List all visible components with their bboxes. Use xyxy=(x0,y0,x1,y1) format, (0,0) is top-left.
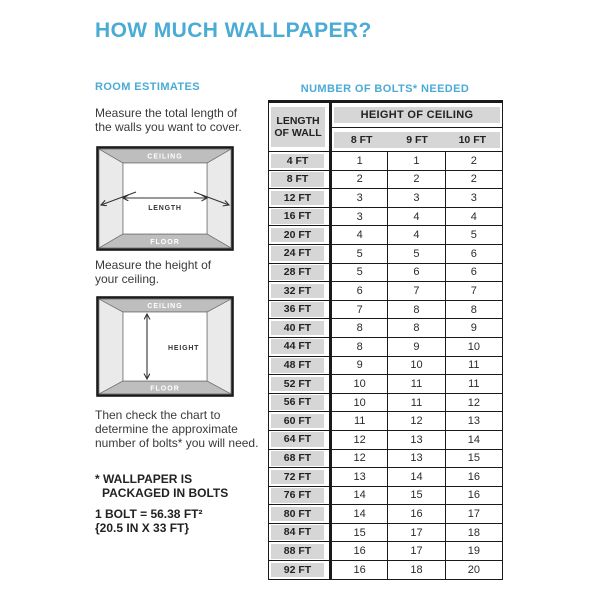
ceiling-height-subheaders xyxy=(334,132,500,148)
bolt-value: 3 xyxy=(331,207,388,226)
table-row xyxy=(269,486,503,505)
bolt-value: 14 xyxy=(445,430,502,449)
text-line: * WALLPAPER IS xyxy=(95,472,193,486)
table-row xyxy=(269,282,503,301)
wall-length-label: 72 FT xyxy=(271,470,324,485)
page-title: HOW MUCH WALLPAPER? xyxy=(95,19,372,42)
wall-length-label: 52 FT xyxy=(271,377,324,392)
bolt-value: 4 xyxy=(388,207,445,226)
bolt-value: 7 xyxy=(331,300,388,319)
bolt-value: 20 xyxy=(445,561,502,580)
bolt-value: 1 xyxy=(388,152,445,171)
text-line: the walls you want to cover. xyxy=(95,120,242,134)
bolt-value: 11 xyxy=(445,356,502,375)
bolt-value: 14 xyxy=(388,468,445,487)
bolt-value: 12 xyxy=(331,449,388,468)
bolt-value: 13 xyxy=(331,468,388,487)
bolt-value: 12 xyxy=(331,430,388,449)
bolt-value: 2 xyxy=(445,152,502,171)
bolt-value: 11 xyxy=(331,412,388,431)
bolt-value: 2 xyxy=(331,170,388,189)
bolt-value: 10 xyxy=(388,356,445,375)
bolt-value: 5 xyxy=(331,263,388,282)
table-row xyxy=(269,561,503,580)
bolt-value: 16 xyxy=(445,468,502,487)
bolt-value: 8 xyxy=(445,300,502,319)
bolts-table-heading: NUMBER OF BOLTS* NEEDED xyxy=(300,83,470,95)
bolt-value: 17 xyxy=(388,523,445,542)
bolt-value: 15 xyxy=(445,449,502,468)
bolt-value: 9 xyxy=(445,319,502,338)
table-header-row-1 xyxy=(269,102,503,128)
wall-length-label: 92 FT xyxy=(271,563,324,578)
table-row xyxy=(269,523,503,542)
wall-length-label: 28 FT xyxy=(271,265,324,280)
bolt-value: 2 xyxy=(445,170,502,189)
wall-length-label: 8 FT xyxy=(271,172,324,187)
bolts-footnote xyxy=(95,472,228,500)
bolt-value: 3 xyxy=(445,189,502,208)
bolt-value: 19 xyxy=(445,542,502,561)
table-row xyxy=(269,152,503,171)
length-of-wall-header xyxy=(271,107,325,147)
subheader-10ft: 10 FT xyxy=(458,133,487,146)
bolt-value: 9 xyxy=(388,337,445,356)
wall-length-label: 80 FT xyxy=(271,507,324,522)
bolt-value: 16 xyxy=(388,505,445,524)
bolt-value: 2 xyxy=(388,170,445,189)
text-line: OF WALL xyxy=(274,127,322,139)
wall-length-label: 44 FT xyxy=(271,339,324,354)
bolt-value: 6 xyxy=(445,263,502,282)
table-row xyxy=(269,226,503,245)
bolt-value: 14 xyxy=(331,486,388,505)
wall-length-label: 4 FT xyxy=(271,154,324,169)
room-estimates-heading: ROOM ESTIMATES xyxy=(95,81,201,93)
bolt-value: 5 xyxy=(388,244,445,263)
table-row xyxy=(269,189,503,208)
bolt-value: 18 xyxy=(388,561,445,580)
bolt-value: 5 xyxy=(445,226,502,245)
text-line: PACKAGED IN BOLTS xyxy=(102,486,229,500)
bolt-value: 11 xyxy=(388,393,445,412)
bolt-value: 4 xyxy=(331,226,388,245)
wall-length-label: 84 FT xyxy=(271,525,324,540)
text-line: 1 BOLT = 56.38 FT² xyxy=(95,507,203,521)
bolt-value: 5 xyxy=(331,244,388,263)
bolt-value: 6 xyxy=(331,282,388,301)
bolt-spec xyxy=(95,507,202,535)
bolt-value: 15 xyxy=(331,523,388,542)
ceiling-label: CEILING xyxy=(147,153,183,161)
table-row xyxy=(269,542,503,561)
bolt-value: 8 xyxy=(388,300,445,319)
wall-length-label: 76 FT xyxy=(271,488,324,503)
bolt-value: 11 xyxy=(388,375,445,394)
table-row xyxy=(269,319,503,338)
bolt-value: 8 xyxy=(331,337,388,356)
bolt-value: 17 xyxy=(445,505,502,524)
bolt-value: 4 xyxy=(388,226,445,245)
bolt-value: 16 xyxy=(331,542,388,561)
bolt-value: 13 xyxy=(445,412,502,431)
bolt-value: 10 xyxy=(331,393,388,412)
bolt-value: 6 xyxy=(445,244,502,263)
bolt-value: 8 xyxy=(388,319,445,338)
bolt-value: 1 xyxy=(331,152,388,171)
table-row xyxy=(269,468,503,487)
floor-label: FLOOR xyxy=(150,385,180,393)
bolt-value: 4 xyxy=(445,207,502,226)
bolt-value: 9 xyxy=(331,356,388,375)
bolt-value: 10 xyxy=(331,375,388,394)
wall-length-label: 36 FT xyxy=(271,302,324,317)
subheader-9ft: 9 FT xyxy=(406,133,428,146)
bolt-value: 7 xyxy=(388,282,445,301)
bolt-value: 7 xyxy=(445,282,502,301)
wall-length-label: 56 FT xyxy=(271,395,324,410)
bolt-value: 16 xyxy=(331,561,388,580)
bolt-value: 6 xyxy=(388,263,445,282)
step2-text xyxy=(95,258,211,286)
table-row xyxy=(269,393,503,412)
wall-length-label: 24 FT xyxy=(271,246,324,261)
bolt-value: 12 xyxy=(388,412,445,431)
bolt-value: 17 xyxy=(388,542,445,561)
table-row xyxy=(269,300,503,319)
bolt-value: 12 xyxy=(445,393,502,412)
bolt-value: 15 xyxy=(388,486,445,505)
wall-length-label: 16 FT xyxy=(271,209,324,224)
bolts-table-header xyxy=(269,102,503,152)
height-arrow-label: HEIGHT xyxy=(168,345,200,352)
bolt-value: 3 xyxy=(331,189,388,208)
text-line: Measure the height of xyxy=(95,258,212,272)
text-line: Measure the total length of xyxy=(95,106,238,120)
table-row xyxy=(269,505,503,524)
table-row xyxy=(269,207,503,226)
step3-text xyxy=(95,408,258,450)
wall-length-label: 32 FT xyxy=(271,284,324,299)
text-line: your ceiling. xyxy=(95,272,160,286)
wall-length-label: 48 FT xyxy=(271,358,324,373)
bolt-value: 8 xyxy=(331,319,388,338)
table-row xyxy=(269,412,503,431)
ceiling-label: CEILING xyxy=(147,303,183,310)
bolt-value: 10 xyxy=(445,337,502,356)
table-row xyxy=(269,244,503,263)
bolt-value: 16 xyxy=(445,486,502,505)
wall-length-label: 12 FT xyxy=(271,191,324,206)
table-row xyxy=(269,263,503,282)
bolt-value: 13 xyxy=(388,430,445,449)
length-arrow-label: LENGTH xyxy=(148,205,182,212)
table-row xyxy=(269,356,503,375)
text-line: {20.5 IN X 33 FT} xyxy=(95,521,190,535)
bolts-table xyxy=(268,100,503,580)
text-line: number of bolts* you will need. xyxy=(95,436,259,450)
height-diagram xyxy=(96,296,235,403)
left-wall-panel xyxy=(99,299,123,394)
table-row xyxy=(269,430,503,449)
wall-length-label: 68 FT xyxy=(271,451,324,466)
bolt-value: 18 xyxy=(445,523,502,542)
bolt-value: 11 xyxy=(445,375,502,394)
subheader-8ft: 8 FT xyxy=(350,133,373,146)
floor-label: FLOOR xyxy=(150,239,180,246)
text-line: LENGTH xyxy=(276,114,320,127)
height-of-ceiling-header: HEIGHT OF CEILING xyxy=(334,107,500,123)
wall-length-label: 40 FT xyxy=(271,321,324,336)
bolt-value: 3 xyxy=(388,189,445,208)
wall-length-label: 20 FT xyxy=(271,228,324,243)
bolt-value: 14 xyxy=(331,505,388,524)
bolt-value: 13 xyxy=(388,449,445,468)
table-row xyxy=(269,449,503,468)
table-row xyxy=(269,337,503,356)
right-wall-panel xyxy=(207,299,231,394)
length-diagram xyxy=(96,146,235,257)
wall-length-label: 64 FT xyxy=(271,432,324,447)
step1-text xyxy=(95,106,242,134)
bolts-table-body xyxy=(269,152,503,580)
wall-length-label: 60 FT xyxy=(271,414,324,429)
table-row xyxy=(269,375,503,394)
table-row xyxy=(269,170,503,189)
text-line: Then check the chart to xyxy=(95,408,221,422)
wall-length-label: 88 FT xyxy=(271,544,324,559)
text-line: determine the approximate xyxy=(95,422,238,436)
